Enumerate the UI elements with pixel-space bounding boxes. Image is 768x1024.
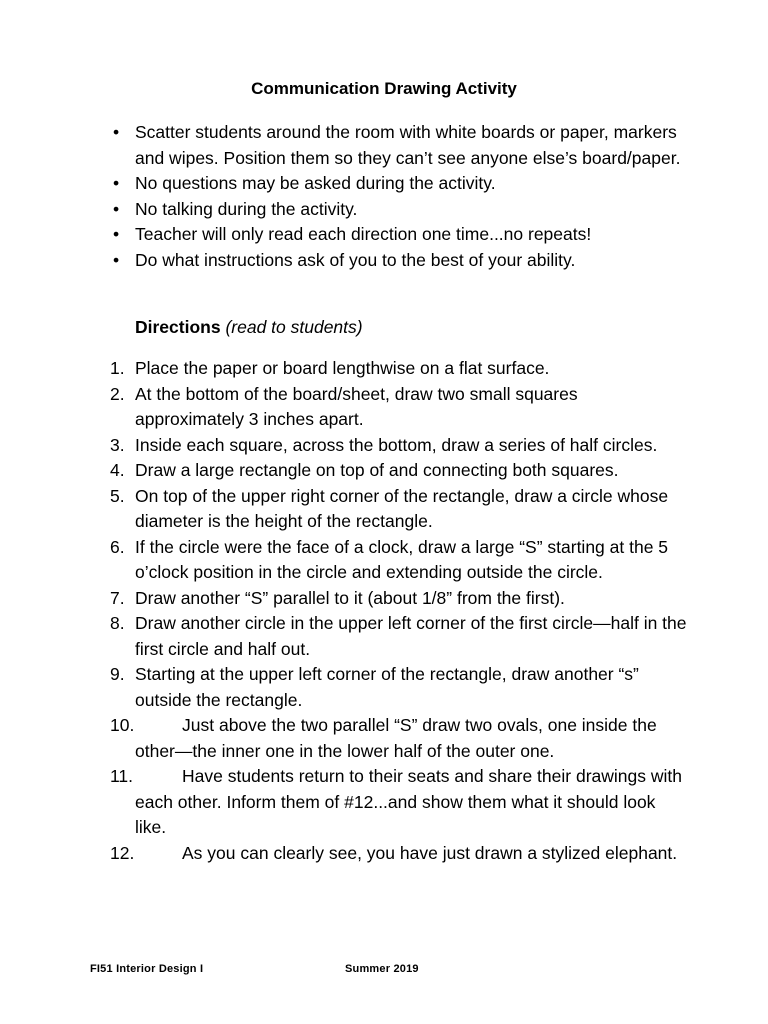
directions-list — [110, 356, 690, 866]
list-item — [110, 382, 690, 433]
footer-course: FI51 Interior Design I — [90, 963, 204, 975]
step-text: At the bottom of the board/sheet, draw two small squares approximately 3 inches apart. — [135, 383, 578, 429]
step-text: Starting at the upper left corner of the rectangle, draw another “s” outside the rectangle. — [135, 664, 639, 710]
list-item — [110, 248, 710, 274]
list-item — [110, 197, 710, 223]
step-text: Draw a large rectangle on top of and connecting both squares. — [135, 460, 619, 480]
list-item — [110, 662, 690, 713]
bullet-text: Do what instructions ask of you to the best of your ability. — [135, 249, 576, 270]
step-text: On top of the upper right corner of the rectangle, draw a circle whose diameter is the height of the rectangle. — [135, 485, 669, 531]
list-item — [110, 484, 690, 535]
step-number: 10. — [110, 715, 135, 735]
step-text: Have students return to their seats and share their drawings with each other. Inform them of #12...and show them what it should look like. — [135, 766, 682, 837]
step-number: 9. — [110, 664, 125, 684]
step-text: Place the paper or board lengthwise on a flat surface. — [135, 358, 550, 378]
step-text: Draw another circle in the upper left corner of the first circle—half in the first circle and half out. — [135, 613, 687, 659]
step-number: 3. — [110, 434, 125, 455]
list-item — [110, 356, 690, 382]
step-number: 7. — [110, 587, 125, 608]
page-title: Communication Drawing Activity — [251, 79, 517, 98]
step-number: 6. — [110, 536, 125, 557]
step-number: 4. — [110, 460, 125, 480]
bullet-icon: • — [113, 224, 120, 244]
bullet-icon: • — [113, 173, 120, 193]
list-item — [110, 433, 690, 459]
bullet-text: Scatter students around the room with white boards or paper, markers and wipes. Position them so they can’t see anyone else’s board/paper. — [135, 122, 681, 168]
step-number: 1. — [110, 358, 125, 378]
list-item — [110, 841, 690, 867]
directions-note: (read to students) — [225, 317, 363, 337]
step-number: 12. — [110, 842, 135, 863]
bullet-icon: • — [113, 249, 120, 270]
step-text: As you can clearly see, you have just drawn a stylized elephant. — [182, 842, 678, 863]
bullet-text: No questions may be asked during the activity. — [135, 173, 496, 193]
list-item — [110, 120, 710, 171]
list-item — [110, 222, 710, 248]
step-number: 8. — [110, 613, 125, 633]
list-item — [110, 171, 710, 197]
step-number: 2. — [110, 383, 125, 404]
step-text: Draw another “S” parallel to it (about 1/8” from the first). — [135, 587, 565, 608]
bullet-icon: • — [113, 198, 120, 219]
bullet-text: No talking during the activity. — [135, 198, 358, 219]
list-item — [110, 764, 690, 841]
rules-list — [110, 120, 710, 273]
step-number: 11. — [110, 766, 134, 786]
bullet-icon: • — [113, 122, 120, 142]
directions-label: Directions — [135, 317, 221, 337]
step-number: 5. — [110, 485, 125, 506]
footer-term: Summer 2019 — [345, 963, 419, 975]
list-item — [110, 535, 690, 586]
step-text: Just above the two parallel “S” draw two ovals, one inside the other—the inner one in the lower half of the outer one. — [135, 715, 657, 761]
directions-heading — [135, 315, 363, 339]
bullet-text: Teacher will only read each direction one time...no repeats! — [135, 224, 592, 244]
step-text: If the circle were the face of a clock, draw a large “S” starting at the 5 o’clock position in the circle and extending outside the circle. — [135, 536, 669, 582]
list-item — [110, 611, 690, 662]
list-item — [110, 713, 690, 764]
list-item — [110, 586, 690, 612]
list-item — [110, 458, 690, 484]
step-text: Inside each square, across the bottom, draw a series of half circles. — [135, 434, 658, 455]
